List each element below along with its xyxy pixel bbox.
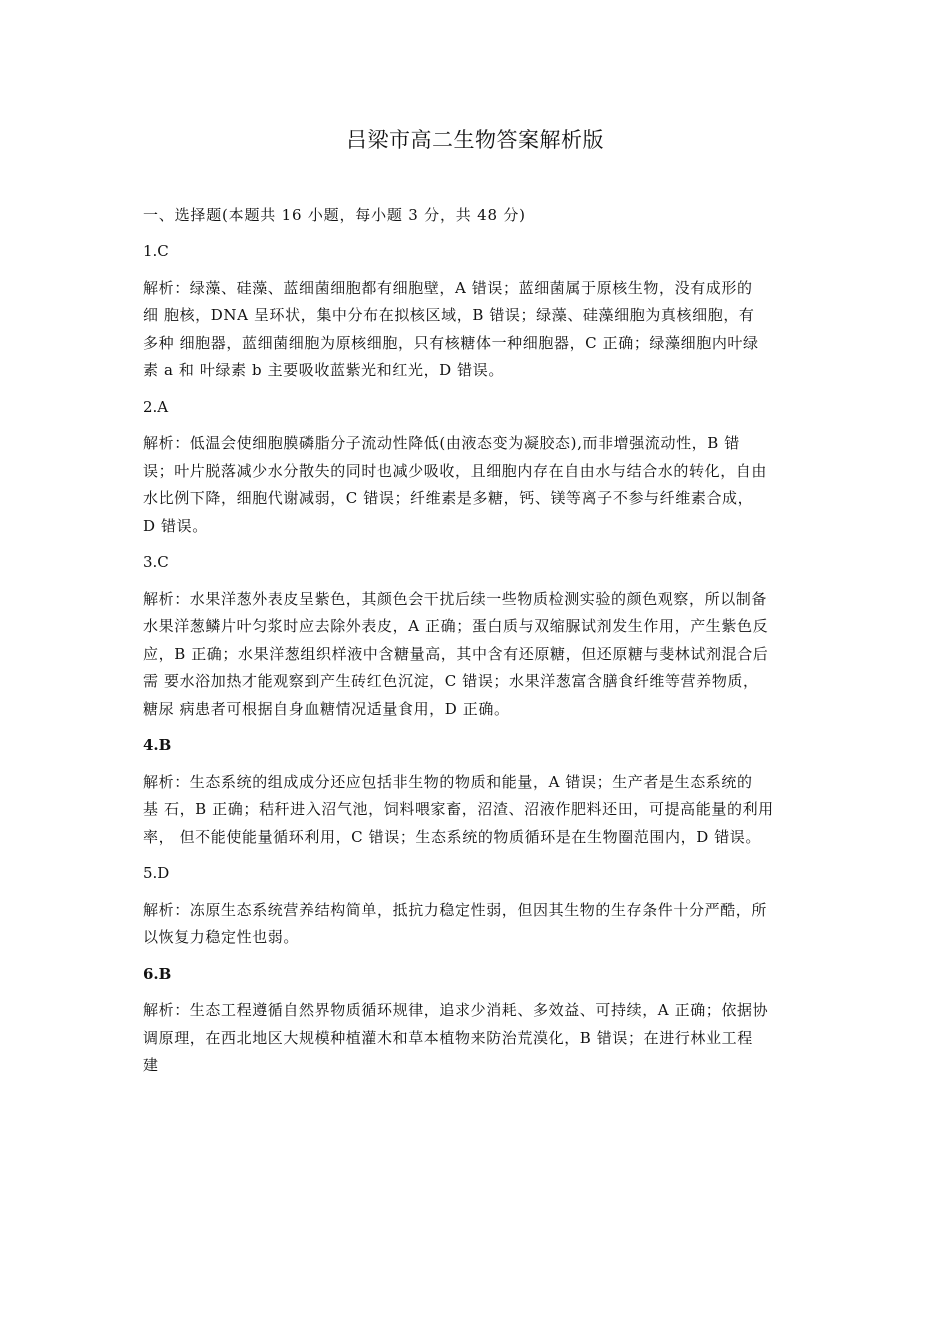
explanation-line: 解析：水果洋葱外表皮呈紫色，其颜色会干扰后续一些物质检测实验的颜色观察，所以制备	[143, 589, 768, 608]
explanation-line: 解析：冻原生态系统营养结构简单，抵抗力稳定性弱，但因其生物的生存条件十分严酷，所	[143, 900, 768, 919]
page-title: 吕梁市高二生物答案解析版	[346, 128, 604, 152]
question-number: 3.C	[143, 553, 169, 571]
explanation-line: 解析：生态系统的组成成分还应包括非生物的物质和能量，A 错误；生产者是生态系统的	[143, 772, 753, 791]
answer-list	[143, 238, 808, 1089]
explanation-line: 建	[143, 1056, 159, 1074]
explanation-line: D 错误。	[143, 516, 208, 535]
question-number: 2.A	[143, 397, 169, 416]
explanation-line: 水果洋葱鳞片叶匀浆时应去除外表皮，A 正确；蛋白质与双缩脲试剂发生作用，产生紫色反	[143, 617, 769, 635]
explanation-line: 解析：低温会使细胞膜磷脂分子流动性降低(由液态变为凝胶态),而非增强流动性，B 错	[143, 434, 740, 452]
question-number: 5.D	[143, 864, 170, 882]
explanation-line: 以恢复力稳定性也弱。	[143, 928, 300, 946]
question-explanation	[143, 275, 808, 385]
explanation-line: 细 胞核，DNA 呈环状，集中分布在拟核区域，B 错误；绿藻、硅藻细胞为真核细胞，有	[143, 306, 755, 324]
explanation-line: 率， 但不能使能量循环利用，C 错误；生态系统的物质循环是在生物圈范围内，D 错误。	[143, 827, 762, 846]
explanation-line: 解析：生态工程遵循自然界物质循环规律，追求少消耗、多效益、可持续，A 正确；依据协	[143, 1001, 769, 1019]
question-explanation	[143, 430, 808, 540]
question-explanation	[143, 586, 808, 724]
explanation-line: 应，B 正确；水果洋葱组织样液中含糖量高，其中含有还原糖，但还原糖与斐林试剂混合后	[143, 644, 769, 663]
section-heading: 一、选择题(本题共 16 小题，每小题 3 分，共 48 分)	[143, 206, 526, 224]
explanation-line: 多种 细胞器，蓝细菌细胞为原核细胞，只有核糖体一种细胞器，C 正确；绿藻细胞内叶绿	[143, 333, 759, 352]
question-explanation	[143, 769, 808, 852]
explanation-line: 误；叶片脱落减少水分散失的同时也减少吸收，且细胞内存在自由水与结合水的转化，自由	[143, 461, 768, 480]
explanation-line: 调原理，在西北地区大规模种植灌木和草本植物来防治荒漠化，B 错误；在进行林业工程	[143, 1028, 753, 1047]
explanation-line: 基 石，B 正确；秸秆进入沼气池，饲料喂家畜，沼渣、沼液作肥料还田，可提高能量的利用	[143, 800, 774, 818]
question-number: 1.C	[143, 242, 169, 260]
question-number: 6.B	[143, 964, 172, 983]
explanation-line: 糖尿 病患者可根据自身血糖情况适量食用，D 正确。	[143, 699, 510, 718]
question-explanation	[143, 997, 808, 1080]
question-explanation	[143, 897, 808, 952]
explanation-line: 素 a 和 叶绿素 b 主要吸收蓝紫光和红光，D 错误。	[143, 361, 504, 379]
question-number: 4.B	[143, 736, 172, 754]
explanation-line: 水比例下降，细胞代谢减弱，C 错误；纤维素是多糖，钙、镁等离子不参与纤维素合成，	[143, 489, 754, 507]
explanation-line: 需 要水浴加热才能观察到产生砖红色沉淀，C 错误；水果洋葱富含膳食纤维等营养物质，	[143, 672, 759, 690]
explanation-line: 解析：绿藻、硅藻、蓝细菌细胞都有细胞壁，A 错误；蓝细菌属于原核生物，没有成形的	[143, 278, 753, 297]
